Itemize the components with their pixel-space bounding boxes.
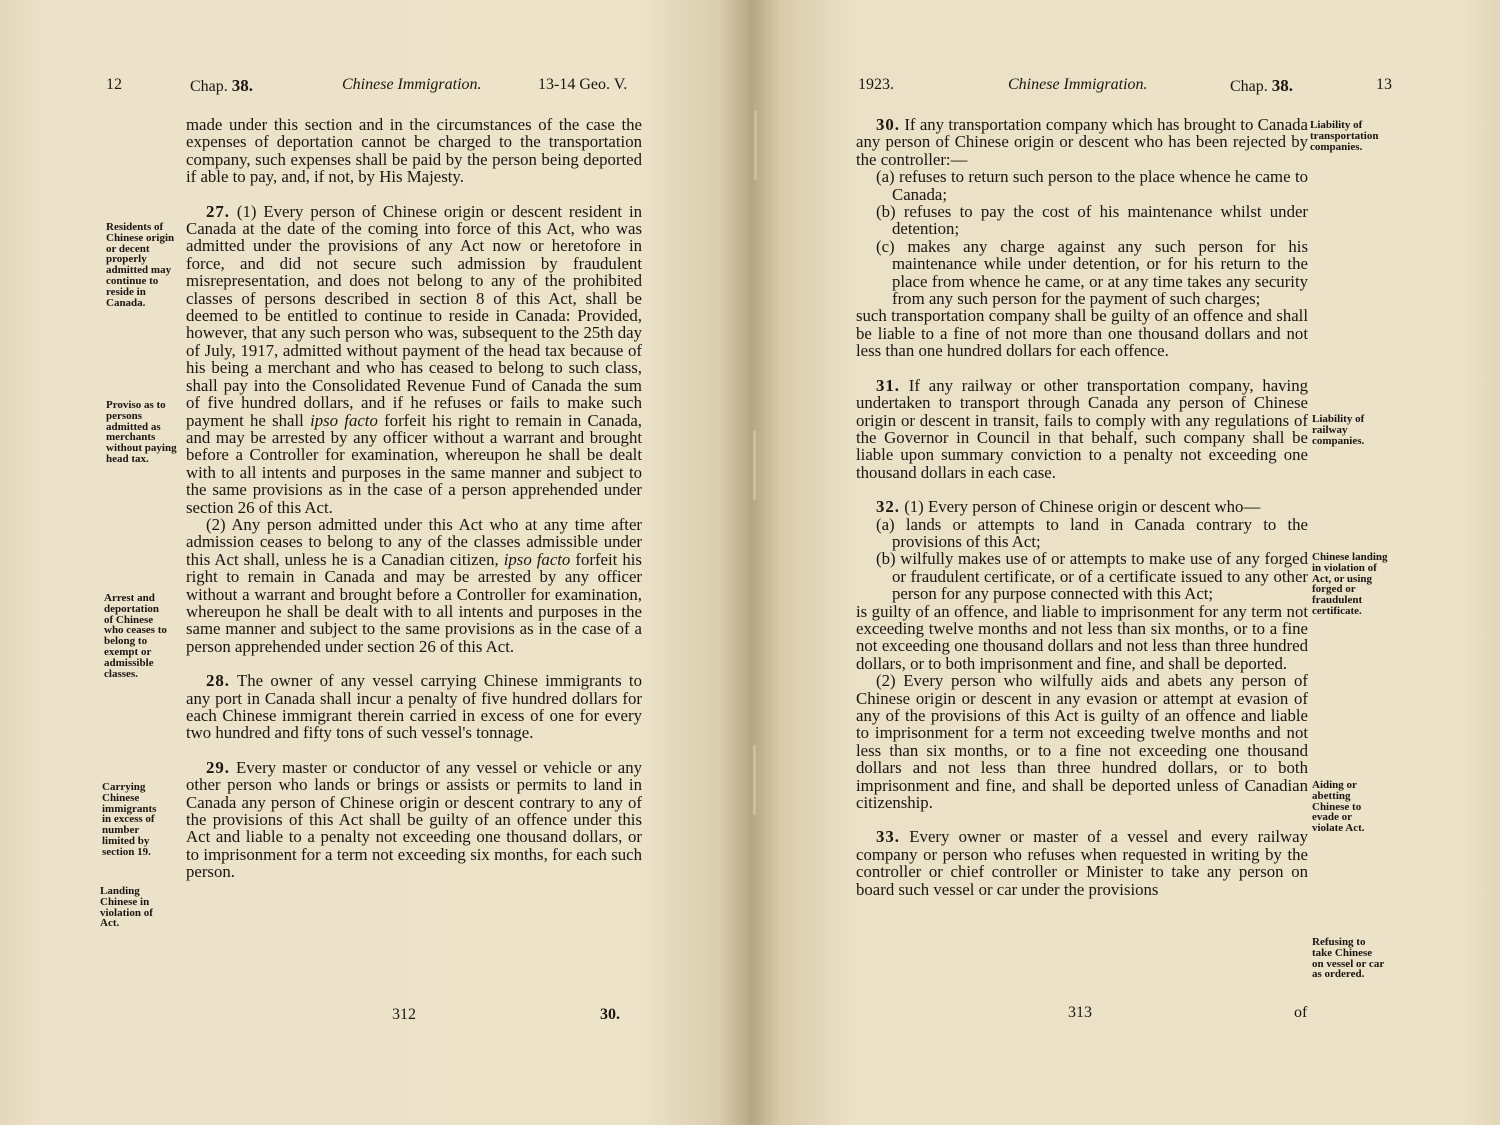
section-27-subsection-2: (2) Any person admitted under this Act who at any time after admission ceases to belong to any of the classes admissible under this Act shall, unless he is a Canadian citizen, ipso facto forfeit his right to remain in Canada and may be arrested by any officer without a warrant and brought before a Controller for examination, whereupon he shall be dealt with to all intents and purposes in the same manner and subject to the same provisions as in the case of a person apprehended under section 26 of this Act. xyxy=(186,514,642,656)
section-29-number: 29. xyxy=(206,757,230,777)
left-chapter-label xyxy=(190,76,253,96)
binding-stitch xyxy=(753,430,756,500)
left-regnal-year: 13-14 Geo. V. xyxy=(538,76,628,93)
section-31: 31. If any railway or other transportation company, having undertaken to transport through Canada any person of Chinese origin or descent in transit, fails to comply with any regulations of the Governor in Council in that behalf, such company shall be liable upon summary conviction to a penalty not exceeding one thousand dollars in each case. xyxy=(856,375,1308,482)
right-body-text xyxy=(856,116,1308,898)
left-folio-number: 312 xyxy=(392,1006,416,1023)
right-running-title: Chinese Immigration. xyxy=(1008,76,1148,93)
margin-note-landing-violation: Chinese landing in violation of Act, or using forged or fraudulent certificate. xyxy=(1312,551,1388,617)
section-33: 33. Every owner or master of a vessel and every railway company or person who refuses when requested in writing by the controller or chief controller or Minister to take any person on board such vessel or car under the provisions xyxy=(856,827,1308,899)
right-catchword: of xyxy=(1294,1004,1308,1021)
right-page xyxy=(750,0,1500,1125)
section-32-subsection-2: (2) Every person who wilfully aids and abets any person of Chinese origin or descent in any evasion or attempt at evasion of any of the provisions of this Act is guilty of an offence and liable to imprisonment for a term not exceeding twelve months and not less than six months, or to a fine not exceeding one thousand dollars and not less than three hundred dollars, or to both imprisonment and fine, and shall be deported unless of Canadian citizenship. xyxy=(856,671,1308,813)
margin-note-aiding: Aiding or abetting Chinese to evade or violate Act. xyxy=(1312,779,1365,835)
section-29: 29. Every master or conductor of any vessel or vehicle or any other person who lands or brings or assists or permits to land in Canada any person of Chinese origin or descent contrary to any of the provisions of this Act shall be guilty of an offence under this Act and liable to a penalty not exceeding one thousand dollars, or to imprisonment for a term not exceeding six months, for each such person. xyxy=(186,757,642,882)
binding-stitch xyxy=(753,745,756,815)
section-27-number: 27. xyxy=(206,201,230,221)
section-33-number: 33. xyxy=(876,827,900,847)
section-30-close: such transportation company shall be guilty of an offence and shall be liable to a fine of not more than one thousand dollars and not less than one hundred dollars for each offence. xyxy=(856,306,1308,361)
margin-note-residents: Residents of Chinese origin or decent properly admitted may continue to reside in Canada. xyxy=(106,221,175,309)
section-30-number: 30. xyxy=(876,115,900,134)
margin-note-refusing: Refusing to take Chinese on vessel or car as ordered. xyxy=(1312,936,1384,981)
margin-note-liability-railway: Liability of railway companies. xyxy=(1312,413,1365,447)
right-chap-number: 38. xyxy=(1271,76,1294,95)
binding-stitch xyxy=(754,110,757,180)
left-chap-word: Chap. xyxy=(190,78,228,95)
left-page-number: 12 xyxy=(106,76,122,93)
section-32-a: (a) lands or attempts to land in Canada contrary to the provisions of this Act; xyxy=(876,514,1308,551)
section-28: 28. The owner of any vessel carrying Chinese immigrants to any port in Canada shall incur a penalty of five hundred dollars for each Chinese immigrant therein carried in excess of one for every two hundred and fifty tons of such vessel's tonnage. xyxy=(186,671,642,743)
section-28-number: 28. xyxy=(206,671,230,691)
margin-note-proviso: Proviso as to persons admitted as merchants without paying head tax. xyxy=(106,399,177,465)
section-32-b: (b) wilfully makes use of or attempts to make use of any forged or fraudulent certificate, or of a certificate issued to any other person for any purpose connected with this Act; xyxy=(876,549,1308,604)
left-body-text xyxy=(186,116,642,881)
margin-note-carrying: Carrying Chinese immigrants in excess of number limited by section 19. xyxy=(102,781,157,858)
margin-note-liability-transport: Liability of transportation companies. xyxy=(1310,119,1379,153)
right-year: 1923. xyxy=(858,76,894,93)
section-30: 30. If any transportation company which has brought to Canada any person of Chinese origin or descent who has been rejected by the controller:— xyxy=(856,115,1308,169)
left-catchword: 30. xyxy=(600,1006,620,1023)
section-32-number: 32. xyxy=(876,497,900,517)
paragraph-continuation: made under this section and in the circumstances of the case the expenses of deportation cannot be charged to the transportation company, such expenses shall be paid by the person being deported if able to pay, and, if not, by His Majesty. xyxy=(186,115,642,187)
right-chap-word: Chap. xyxy=(1230,78,1268,95)
section-31-number: 31. xyxy=(876,375,900,395)
section-30-c: (c) makes any charge against any such person for his maintenance while under detention, or for his return to the place from whence he came, or at any time takes any security from any such person for the payment of such charges; xyxy=(876,236,1308,309)
section-30-a: (a) refuses to return such person to the place whence he came to Canada; xyxy=(876,167,1308,204)
left-running-title: Chinese Immigration. xyxy=(342,76,482,93)
section-32-close: is guilty of an offence, and liable to imprisonment for any term not exceeding twelve months and not less than six months, or to a fine not exceeding one thousand dollars and not less than three hundred dollars, or to both imprisonment and fine, and shall be deported. xyxy=(856,601,1308,673)
section-32: 32. (1) Every person of Chinese origin or descent who— xyxy=(876,497,1261,517)
left-chap-number: 38. xyxy=(231,76,254,95)
section-27-subsection-1: 27. (1) Every person of Chinese origin or descent resident in Canada at the date of the coming into force of this Act, who was admitted under the provisions of any Act now or heretofore in force, and did not secure such admission by fraudulent misrepresentation, and does not belong to any of the prohibited classes of persons described in section 8 of this Act, shall be deemed to be entitled to continue to reside in Canada: Provided, however, that any such person who was, subsequent to the 25th day of July, 1917, admitted without payment of the head tax because of his being a merchant and who has ceased to belong to such class, shall pay into the Consolidated Revenue Fund of Canada the sum of five hundred dollars, and if he refuses or fails to make such payment he shall ipso facto forfeit his right to remain in Canada, and may be arrested by any officer without a warrant and brought before a Controller for examination, whereupon he shall be dealt with to all intents and purposes in the same manner and subject to the same provisions as in the case of a person apprehended under section 26 of this Act. xyxy=(186,201,642,517)
right-folio-number: 313 xyxy=(1068,1004,1092,1021)
margin-note-arrest: Arrest and deportation of Chinese who ceases to belong to exempt or admissible classes. xyxy=(104,592,167,680)
right-chapter-label xyxy=(1230,76,1293,96)
section-30-b: (b) refuses to pay the cost of his maintenance whilst under detention; xyxy=(876,202,1308,239)
margin-note-landing: Landing Chinese in violation of Act. xyxy=(100,885,153,930)
right-page-number: 13 xyxy=(1376,76,1392,93)
